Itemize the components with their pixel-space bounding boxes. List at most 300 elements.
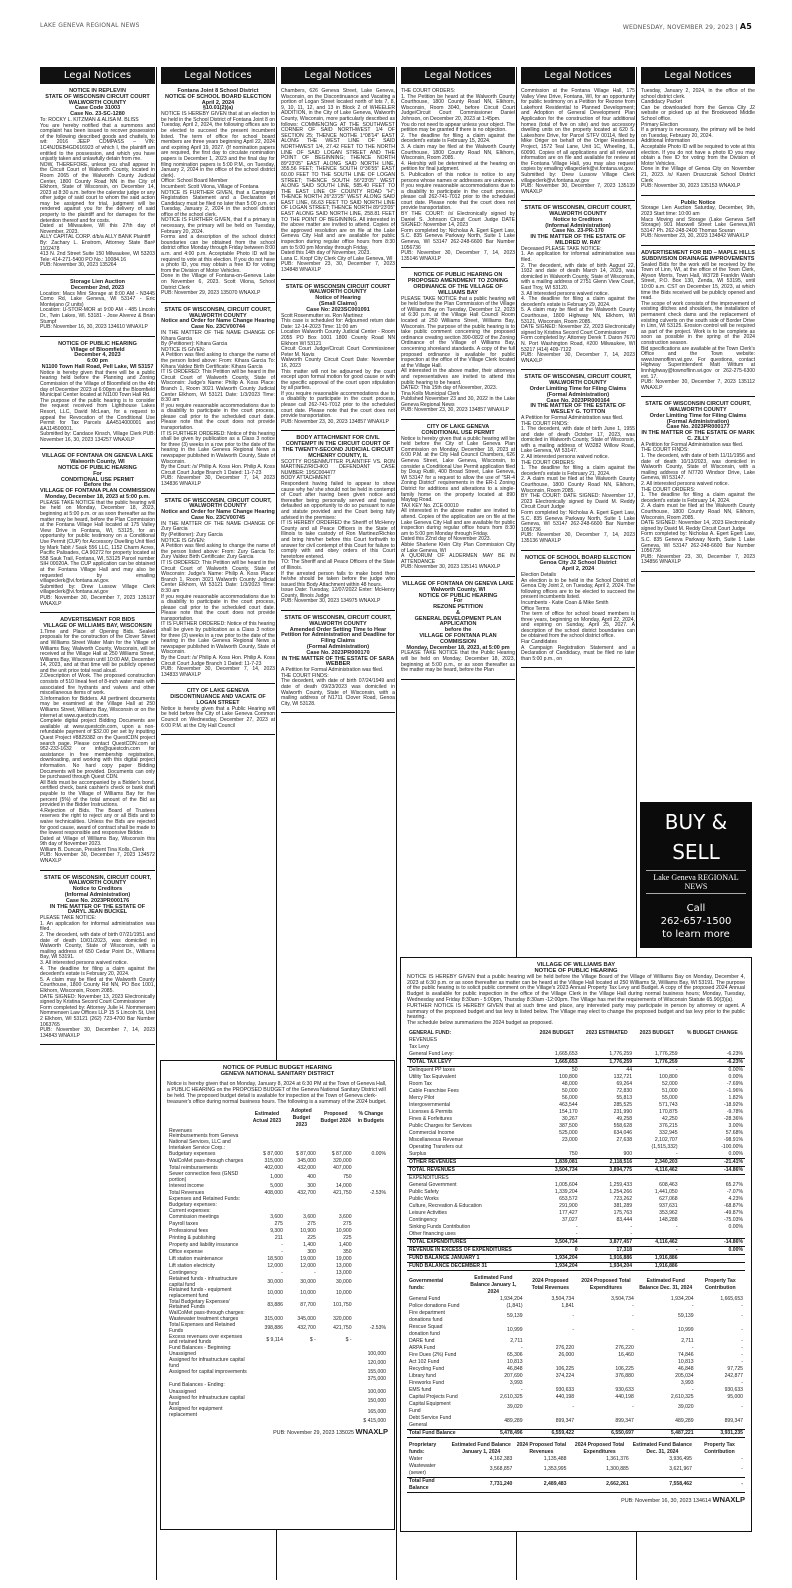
table-row: [407, 1151, 745, 1159]
table-cell-value: [318, 1376, 354, 1383]
notice-text: PUB: November 16, 30, 2023 134610 WNAXLP: [40, 324, 148, 331]
notice-text: Election Details: [521, 571, 557, 578]
notice-title: For: [453, 598, 463, 605]
notice-text: THE COURT ORDERS:: [401, 88, 456, 94]
table-cell-value: -: [691, 1344, 694, 1351]
table-row: [407, 1238, 745, 1246]
table-cell-value: -: [741, 1358, 743, 1365]
table-cell-value: [249, 1358, 285, 1369]
table-cell-value: 1,441,050: [654, 1188, 678, 1195]
legal-notice: [521, 375, 635, 550]
notice-text: 2. The deadline for filing a claim against the decedent's estate is February 15, 2024.: [401, 132, 515, 145]
notice-text: PUB: November 23, 30, December 7, 2023 134848 WNAXLP: [281, 261, 395, 273]
notice-text: THE COURT FINDS:: [641, 447, 689, 454]
table-cell-value: 930,633: [615, 1386, 634, 1393]
table-row: [407, 1196, 745, 1203]
table-row-label: Total Expenses and Retained Funds: [169, 1322, 236, 1334]
table-cell-value: 571,743: [659, 1101, 678, 1108]
notice-text: A QUORUM OF ALDERMEN MAY BE IN ATTENDANCE: [401, 553, 515, 565]
table-row: [407, 1074, 745, 1081]
notice-title: (Informal Administration): [545, 222, 611, 229]
table-cell-value: 44: [626, 1066, 633, 1073]
table-row-label: EXPENDITURES: [409, 1174, 449, 1181]
table-cell-value: 12,000: [267, 1263, 283, 1270]
notice-title: (Informal Administration): [64, 892, 131, 899]
notice-text: PUB: November 30, December 7, 14, 2023 135136 WNAXLP: [521, 532, 635, 544]
notice-title: Village of Bloomfield: [70, 346, 125, 353]
notice-title: Genoa City J2 School District: [539, 560, 617, 567]
notice-text: THE COURT FINDS:: [281, 672, 329, 679]
notice-title: (Formal Administration): [306, 644, 370, 651]
notice-text: An election is to be held in the School District of Genoa City Joint 2, on Tuesday, April 2, 2024. The following offices are to be elected to succeed the present incumbents listed.: [521, 577, 635, 601]
notice-title: CONDITIONAL USE PERMIT: [421, 429, 495, 436]
table-cell-value: 10,813: [678, 1358, 694, 1365]
table-row-label: Rescue Squad donation fund: [409, 1323, 443, 1337]
table-cell-value: -: [741, 1327, 743, 1334]
table-row: [407, 1130, 745, 1137]
notice-text: 2. A claim must be filed at the Walworth County Courthouse, 1800 County Road NN, Elkhorn, Wisconsin, Room 2085.: [641, 503, 755, 521]
table-cell-value: 1,361,376: [606, 1455, 629, 1462]
table-cell-value: 3,936,495: [669, 1455, 692, 1462]
notice-text: 1. The decedent, with date of birth June 1, 1955 and date of death October 17, 2023, was domiciled in Walworth County, State of Wisconsin, with a mailing address of W3282 Willow Road, Lake Geneva, WI 53147.: [521, 426, 635, 455]
table-row-label: Licenses & Permits: [409, 1108, 453, 1115]
table-cell-value: -28.36%: [724, 1115, 743, 1122]
table-row: [407, 1463, 745, 1478]
table-cell-value: 57.68%: [725, 1129, 743, 1136]
table-cell-value: [354, 1316, 388, 1323]
notice-text: Abbie Sharlene Klein City Plan Commission City of Lake Geneva, WI: [401, 541, 515, 554]
table-cell-value: 332,945: [659, 1129, 678, 1136]
table-cell-value: [534, 1044, 580, 1051]
table-cell-value: 56,000: [561, 1094, 578, 1101]
table-cell-value: 30,267: [561, 1115, 578, 1122]
table-cell-value: 2,118,516: [580, 1158, 635, 1166]
table-cell-value: 0.00%: [728, 1223, 743, 1230]
notice-text: Macs Moving and Storage (Lake Geneva Self Storage) 901 Maxwell Street Lake Geneva,WI 53147 Ph. 262-248-2400 Thomas Souran: [641, 216, 755, 234]
table-cell-value: [285, 1358, 318, 1369]
notice-text: The term of office for school board members is three years, beginning on Monday, April 22, 2024, and expiring on Sunday, April 25, 2027. A description of the school district boundaries can be obtained from the school district office.: [521, 611, 635, 640]
table-cell-value: 387,500: [559, 1122, 578, 1129]
table-cell-value: 69,264: [616, 1080, 633, 1087]
general-fund-table: [407, 1030, 745, 1271]
table-cell-value: -18.92%: [724, 1101, 743, 1108]
notice-text: Form completed by: Attorney Derek T. Daron 7670 N. Port Washington Road, #200 Milwaukee, WI 53217 (414) 409-7122: [521, 335, 635, 353]
table-cell-value: 10,900: [335, 1228, 352, 1235]
notice-paragraph: FURTHER NOTICE IS HEREBY GIVEN that at such time and place, any interested party may participate in person by attorney or agent. A summary of the proposed budget and tax levy is listed below. The Village may elect to change the proposed budget and tax levy prior to the public hearing.: [407, 1002, 745, 1021]
notice-title: Order Limiting Time for Filing Claims: [529, 385, 627, 392]
notice-text: 3.Information for Bidders. All pertinent documents may be examined at the Village Hall at 250 Williams Street, Williams Bay, Wisconsin or on the internet at www.questcdn.com.: [40, 695, 155, 719]
notice-text: PUB: November 30, December 7, 14, 2023 134836 WNAXLP: [161, 475, 275, 487]
ad-headline: BUY &: [664, 810, 728, 834]
table-cell-value: 723,262: [613, 1195, 633, 1202]
table-cell-value: [634, 1044, 680, 1051]
notice-text: PUB: November 23, 30, December 7, 2023 134856 WNAXLP: [641, 553, 755, 566]
table-row: [167, 1369, 388, 1376]
notice-text: This case is scheduled for: Adjourned return date Date: 12-14-2023 Time: 11:00 am: [281, 318, 395, 330]
legal-notice: [641, 89, 755, 196]
notice-text: PLEASE TAKE NOTICE that the public hearing will be held on Monday, December 18, 2023, beginning at 5:00 p.m. or as soon thereafter as the matter may be heard, before the Plan Commission at the Fontana Village Hall located at 175 Valley View Drive in Fontana, WI, 53125, for an opportunity for public testimony on a Conditional Use Permit (CUP) for Accessory Dwelling Unit filed by Mark Tabit / Sauk 556 LLC, 1152 Charm Acres, Pacific Palisades, CA 90272 for property located at 558 Sauk Trail, Fontana, WI, 53125 Parcel number SIH 00020A. The CUP application can be obtained at the Fontana Village Hall and may also be requested by emailing villageclerk@vi.fontana.wi.gov.: [40, 499, 155, 585]
table-cell-value: 72,830: [616, 1087, 633, 1094]
table-cell-value: 275: [343, 1221, 352, 1228]
notice-text: THE COURT FINDS:: [521, 420, 569, 427]
table-row: [167, 1263, 388, 1270]
pub-text: PUB: November 29, 2023 135025: [273, 1430, 354, 1437]
legal-notice: [641, 201, 755, 246]
table-cell-value: [580, 1144, 635, 1151]
notice-title: STATE OF WISCONSIN, CIRCUIT COURT, WALWORTH COUNTY: [164, 306, 272, 319]
table-row: [167, 1172, 388, 1183]
notice-text: Location Walworth County Judicial Center - Room 2055 PO Box 1001 1800 County Road NN Elkhorn WI 53121: [281, 329, 395, 347]
table-cell-value: [285, 1376, 318, 1383]
table-cell-value: 463,544: [559, 1101, 578, 1108]
table-row-label: General Fund: [409, 1295, 441, 1302]
notice-text: Candidacy Packet: [641, 99, 683, 106]
table-row: [407, 1174, 745, 1182]
table-cell-value: 0.00%: [728, 1073, 743, 1080]
notice-text: 2. A claim must be filed at the Walworth County Courthouse, 1800 County Road NN, Elkhorn, Wisconsin, Room 2085.: [521, 476, 635, 494]
table-cell-value: 276,220: [555, 1344, 575, 1351]
table-row-label: TOTAL REVENUES: [407, 1166, 534, 1174]
notice-title: Case No. 2023PR000170: [306, 649, 370, 656]
table-row: [407, 1254, 745, 1262]
notice-text: TO: The Sheriff and all Peace Officers of the State of Illinois.: [281, 559, 395, 571]
notice-title: VILLAGE OF FONTANA ON GENEVA LAKE: [41, 453, 154, 460]
table-cell-value: [534, 1144, 580, 1151]
notice-title: ADVERTISEMENT FOR BIDS: [60, 617, 135, 624]
table-cell-value: 3,568,857: [489, 1466, 513, 1473]
notice-text: Location: U-STOR-MOR at 9:00 AM - 485 Lincoln Dr., Twin Lakes, WI. 53181 - Jose Alverez & Brian Stumpf: [40, 307, 155, 325]
notice-text: Form completed by: Nicholas A. Egert Egert Law, S.C. 835 Geneva Parkway North, Suite 1 Lake Geneva, WI 53147 262-248-6600 Bar Number 1056736: [401, 227, 515, 251]
table-cell-value: 1,916,886: [580, 1254, 635, 1262]
table-cell-value: 17,318: [580, 1246, 635, 1254]
table-cell-value: [354, 1172, 388, 1183]
table-cell-value: 3,504,734: [611, 1295, 634, 1302]
notice-text: Bid specifications are available at the Town Clerk's Office and the Town website: www.townoflinn.wi.gov. For questions, contact Highway Superintendent Matt Wittum at linnhighway@townoflinn.wi.gov or 262-275-6300 ext. 17.: [641, 345, 755, 380]
table-cell-value: 5,478,496: [462, 1429, 525, 1437]
table-cell-value: 1,776,259: [580, 1058, 635, 1066]
table-cell-value: 231,990: [613, 1108, 633, 1115]
table-cell-value: -6.23%: [680, 1058, 745, 1066]
notice-title: VILLAGE OF WILLIAMS BAY, WISCONSIN: [43, 622, 152, 629]
table-row-label: Total Fund Balance: [407, 1429, 462, 1437]
buy-sell-ad[interactable]: [640, 802, 752, 948]
table-cell-value: (1,515,332): [651, 1143, 678, 1150]
table-row-label: OTHER REVENUES: [407, 1158, 534, 1166]
notice-text: Office: School Board Member: [161, 178, 228, 185]
notice-text: BY THE COURT: DATE SIGNED: November 17, 2023 Electronically signed by David M. Reddy Circuit Court Judge: [521, 493, 635, 511]
column-header: Estimated Fund Balance January 1, 2024: [451, 1441, 511, 1455]
notice-text: If a primary is necessary, the primary will be held on Tuesday, February 20, 2024.: [641, 127, 755, 139]
notice-text: ALLY CAPITAL CORP. d/b/a ALLY BANK Plaintiff: [40, 234, 151, 241]
table-cell-value: [249, 1418, 285, 1425]
notice-text: Notice is hereby given that there will be a public hearing held before the Planning and Zoning Commission of the Village of Bloomfield on the 4th day of December 2023 at 6:00pm at the Bloomfield Municipal Center located at N1100 Town Hall Rd.: [40, 369, 155, 399]
table-cell-value: 95,000: [727, 1393, 743, 1400]
notice-text: PUB: November 30, December 7, 2023 135112 WNAXLP: [641, 379, 755, 391]
table-cell-value: 0: [534, 1246, 580, 1254]
table-cell-value: 2,662,261: [568, 1477, 630, 1492]
notice-title: STATE OF WISCONSIN CIRCUIT COURT, WALWORTH COUNTY: [645, 401, 751, 414]
table-cell-value: [354, 1242, 388, 1249]
table-cell-value: -: [694, 1477, 745, 1492]
notice-text: Notice is hereby given that a public hearing will be held before the City of Lake Geneva Plan Commission on Monday, December 18, 2023 at 6:00 P.M. at the City Hall Council Chambers, 626 Geneva Street, Lake Geneva, Wisconsin, to consider a Conditional Use Permit application filed by Doug Rutili, 400 Broad Street, Lake Geneva, WI 53147 for a request to allow the use of "SR-4 Zoning District" requirements in the ER-1 Zoning District for additions and alterations to a single-family home on the property located at 890 Maytag Road.: [401, 435, 515, 504]
table-row-label: FUND BALANCE DECEMBER 31: [407, 1262, 534, 1270]
table-cell-value: -9.78%: [726, 1108, 743, 1115]
table-cell-value: 3,504,734: [534, 1166, 580, 1174]
table-cell-value: 930,633: [724, 1386, 743, 1393]
notice-title: Case No. 2023PR000177: [666, 424, 730, 431]
notice-text: Done in the Village of Fontana-on-Geneva Lake on November 6, 2023. Scott Vilona, School District Clerk: [161, 273, 275, 291]
notice-title: IN THE MATTER OF THE ESTATE OF MILDRED W. RAY: [530, 234, 626, 247]
notice-text: PLEASE TAKE NOTICE that the Public Hearing will be held on Monday, December 18, 2023, beginning at 5:00 p.m., or as soon thereafter as the matter may be heard, before the Plan: [401, 650, 515, 674]
notice-text: Form completed by: Nicholas A. Egert Egert Law, S.C. 835 Geneva Parkway North, Suite 1 Lake Geneva, WI 53147 262-248-6600 Bar Number 1056736: [521, 510, 635, 533]
table-header-row: [407, 1442, 745, 1456]
notice-text: 4. Heirship will be determined at the hearing on petition for final judgment.: [401, 160, 515, 173]
table-cell-value: 1,300,885: [606, 1466, 629, 1473]
notice-text: Incumbents - Katie Coan & Mike Smith: [521, 599, 609, 606]
column-header: Estimated Fund Balance Dec. 31, 2024: [632, 1441, 692, 1455]
table-cell-value: 170,875: [659, 1108, 678, 1115]
table-cell-value: 3,993: [509, 1379, 523, 1386]
table-cell-value: 37,027: [561, 1216, 578, 1223]
proprietary-funds-table: [407, 1442, 745, 1493]
table-cell-value: 1.82%: [728, 1094, 743, 1101]
notice-text: This matter will not be adjourned by the court except upon formal motion for good cause or with the specific approval of the court upon stipulation by all parties.: [281, 368, 395, 392]
table-cell-value: 100,800: [559, 1073, 578, 1080]
table-cell-value: 51,000: [661, 1087, 678, 1094]
notice-text: A Petition for Formal Administration was filed.: [641, 441, 744, 448]
table-row-label: Contingency: [409, 1216, 438, 1223]
table-cell-value: [318, 1134, 354, 1151]
table-cell-value: -: [632, 1313, 634, 1320]
notice-title: STATE OF WISCONSIN CIRCUIT COURT WALWORTH COUNTY: [285, 283, 391, 296]
table-cell-value: 10,813: [507, 1358, 523, 1365]
table-row: [407, 1401, 745, 1415]
notice-title: Order Limiting Time for Filing Claims: [649, 412, 747, 419]
table-row: [407, 1352, 745, 1359]
notice-text: Tina Kolls Municipal Clerk: [401, 390, 460, 397]
notice-text: By the Court: /s/ Philip A. Koss Hon. Philip A. Koss Circuit Court Judge Branch 1 Dated: 11-7-23: [161, 655, 275, 667]
section-banner: Legal Notices: [40, 67, 155, 84]
table-cell-value: 1,934,204: [499, 1295, 523, 1302]
table-cell-value: 10,000: [300, 1290, 316, 1297]
table-cell-value: 1,339,204: [554, 1188, 578, 1195]
notice-title: Case No. 23CV00745: [190, 514, 246, 521]
table-cell-value: 930,633: [555, 1386, 575, 1393]
table-cell-value: $ 87,000: [331, 1151, 352, 1158]
budget-table: [167, 1108, 388, 1426]
table-cell-value: 634,046: [613, 1129, 633, 1136]
table-cell-value: 13,000: [335, 1263, 352, 1270]
table-row: [407, 1058, 745, 1066]
column-header: 2024 Proposed Total Expenditures: [581, 1278, 631, 1292]
table-cell-value: 608,463: [659, 1181, 678, 1188]
table-cell-value: 1,665,653: [720, 1295, 743, 1302]
table-cell-value: 205,034: [675, 1372, 694, 1379]
notice-text: Storage Lien Auction Saturday, December, 9th, 2023 Start time: 10:00 am: [641, 205, 755, 218]
table-cell-value: 627,068: [659, 1195, 678, 1202]
table-cell-value: -: [634, 1246, 680, 1254]
column-header: Proposed Budget 2024: [320, 1111, 351, 1125]
table-cell-value: 1,400: [303, 1242, 316, 1249]
table-row: [407, 1429, 745, 1437]
table-cell-value: 101,750: [333, 1301, 352, 1308]
table-row: [407, 1262, 745, 1270]
notice-title: December 4, 2023: [74, 352, 121, 359]
table-cell-value: 1,934,204: [580, 1262, 635, 1270]
page-number: A5: [739, 22, 752, 31]
notice-text: Can be downloaded from the Genoa City J2 website or picked up at the Brookwood Middle School office.: [641, 104, 755, 122]
table-cell-value: -: [741, 1455, 743, 1462]
notice-title: April 2, 2024: [201, 99, 235, 106]
table-cell-value: -: [630, 1223, 633, 1230]
table-cell-value: [680, 1174, 745, 1182]
notice-title: December 2nd, 2023: [70, 284, 125, 291]
table-cell-value: 1,665,653: [554, 1050, 578, 1057]
notice-text: Published November 23 and 30, 2022 in the Lake Geneva Regional News: [401, 396, 515, 408]
table-row: [407, 1324, 745, 1338]
table-cell-value: -: [572, 1327, 575, 1334]
notice-text: 2. All interested persons waived notice.: [641, 481, 730, 488]
legal-notice: [401, 273, 515, 420]
table-row-label: Budgetary expenses:: [169, 1201, 217, 1208]
notice-title: STATE OF WISCONSIN, CIRCUIT COURT, WALWORTH COUNTY: [43, 874, 152, 887]
table-row-label: Wastewater (sewer): [409, 1462, 436, 1476]
notice-text: Deceased PLEASE TAKE NOTICE:: [521, 245, 602, 252]
table-cell-value: 937,631: [659, 1202, 678, 1209]
notice-title: Walworth County, WI: [70, 459, 125, 466]
table-row: [167, 1214, 388, 1221]
table-cell-value: 3,600: [338, 1214, 352, 1221]
column-header: % BUDGET CHANGE: [686, 1029, 738, 1036]
notice-text: You are hereby notified that a summons and complaint has been issued to recover possession of the following described goods and chattels, to wit: 2016 JEEP COMPASS – VIN: 1C4NJDEB4GD616923 of which I, the plaintiff am entitled to the possession, and which you have unjustly taken and unlawfully detain from me.: [40, 122, 155, 163]
table-cell-value: [285, 1351, 318, 1358]
notice-text: 4. The deadline for filing a claim against the decedent's estate is February 29, 2024.: [521, 296, 635, 308]
table-cell-value: 175,763: [613, 1209, 633, 1216]
notice-title: For: [93, 470, 102, 477]
table-cell-value: [534, 1037, 580, 1044]
notice-text: BODY ATTACHMENT: [281, 475, 331, 482]
table-cell-value: 59,139: [507, 1313, 523, 1320]
table-cell-value: 106,225: [615, 1365, 634, 1372]
table-cell-value: 3.00%: [728, 1122, 743, 1129]
notice-title: Before the: [83, 482, 112, 489]
notice-title: Monday, December 18, 2023, at 5:00 pm: [406, 644, 510, 651]
notice-text: Office Terms: [521, 605, 550, 612]
notice-text: NOTICE IS GIVEN:: [161, 537, 206, 544]
table-cell-value: 207,690: [504, 1372, 523, 1379]
table-cell-value: 10,000: [267, 1290, 283, 1297]
table-cell-value: 0.00%: [728, 1066, 743, 1073]
table-row-label: Commission meetings: [169, 1213, 220, 1220]
table-cell-value: 55,000: [661, 1094, 678, 1101]
table-cell-value: 0.00%: [680, 1246, 745, 1254]
table-cell-value: 350: [343, 1249, 352, 1256]
notice-text: NOTICE IS FURTHER GIVEN, that a Campaign Registration Statement and a Declaration of Candidacy must be filed no later than 5:00 p.m. on Tuesday, January 2, 2024 in the school district office of the school clerk.: [161, 189, 275, 218]
table-row-label: WalCoMet pass-through charges: [169, 1157, 244, 1164]
table-row: [167, 1323, 388, 1334]
notice-title: (Formal Administration): [546, 391, 610, 398]
table-row-label: Public Safety: [409, 1188, 439, 1195]
notice-text: PUB: November 30, 2023 135153 WNAXLP: [641, 183, 741, 190]
notice-text: 413 N. 2nd Street Suite 150 Milwaukee, WI 53203 Tele: 414-271-5400 PO No.: 10084.16: [40, 251, 155, 263]
notice-title: IN THE MATTER OF THE ESTATE OF WESLEY G. TOTTON: [530, 403, 626, 416]
table-row-label: Tax Levy: [409, 1043, 430, 1050]
table-row: [407, 1203, 745, 1210]
table-header-row: [167, 1108, 388, 1129]
notice-text: Fiar Candidates: [521, 639, 557, 646]
table-cell-value: -: [575, 1223, 578, 1230]
table-cell-value: [249, 1396, 285, 1407]
column-header: Property Tax Contribution: [704, 1278, 736, 1292]
table-row: [407, 1102, 745, 1109]
table-cell-value: 315,000: [264, 1158, 283, 1165]
notice-title: &: [456, 609, 460, 616]
table-row-label: Intergovernmental: [409, 1101, 451, 1108]
table-cell-value: 653,572: [559, 1195, 578, 1202]
notice-title: STATE OF WISCONSIN, CIRCUIT COURT, WALWORTH COUNTY: [524, 374, 632, 387]
table-cell-value: -: [632, 1302, 634, 1309]
table-row: [407, 1158, 745, 1166]
table-row-label: Total Fund Balance: [407, 1477, 448, 1492]
notice-text: 1. The deadline for filing a claim against the decedent's estate is February 14, 2024.: [641, 492, 755, 504]
notice-text: You do not need to appear unless your object. The petition may be granted if there is no objection.: [401, 121, 515, 134]
notice-title: Notice to Creditors: [553, 216, 603, 223]
table-cell-value: 0.00%: [371, 1151, 386, 1158]
table-cell-value: [354, 1158, 388, 1165]
notice-paragraph: NOTICE IS HEREBY GIVEN that a public hearing will be held before the Village Board of the Village of Williams Bay on Monday, December 4, 2023 at 6:30 p.m. or as soon thereafter as matter can be heard at the Village Hall located at 250 Williams St, Williams Bay, WI 53191. The purpose of the public hearing is to solicit public comment on the Village's 2023 Annual Property Tax Levy and Budget. A copy of the proposed 2024 Annual Budget is available for public inspection in the office of the Village Clerk in the Village Hall during normal business hours; Monday, Tuesday, Wednesday and Friday 8:30am - 5:00pm, Thursday 8:30am -12:00pm. The Village has met the requirements of Wisconsin Statute 65.90(3)(a).: [407, 973, 745, 1003]
notice-text: 2. The decedent, with date of birth 07/21/1951 and date of death 10/01/2023, was domiciled in Walworth County, State of Wisconsin, with a mailing address of 650 Cedar Point Dr., Williams Bay, WI 53191.: [40, 932, 155, 961]
table-cell-value: 7,558,462: [631, 1477, 694, 1492]
table-cell-value: 6,550,697: [576, 1429, 636, 1437]
table-row-label: Surplus: [409, 1150, 427, 1157]
table-cell-value: -49.87%: [724, 1209, 743, 1216]
table-cell-value: 750: [343, 1174, 352, 1181]
table-cell-value: 1,839,081: [534, 1158, 580, 1166]
table-row-label: EMS fund: [409, 1386, 432, 1393]
table-row-label: [167, 1418, 249, 1425]
table-cell-value: -: [741, 1344, 743, 1351]
table-row-label: TOTAL EXPENDITURES: [407, 1238, 534, 1246]
table-cell-value: 3,931,235: [696, 1429, 745, 1437]
table-cell-value: 65.27%: [725, 1181, 743, 1188]
table-row-label: Capital Projects Fund: [409, 1393, 458, 1400]
notice-title: CONDITIONAL USE PERMIT: [60, 476, 135, 483]
legal-notice: [40, 876, 155, 1046]
table-cell-value: [634, 1037, 680, 1044]
notice-title: NOTICE OF PUBLIC HEARING: [58, 340, 137, 347]
table-cell-value: 4.23%: [728, 1195, 743, 1202]
table-cell-value: 23,000: [561, 1136, 578, 1143]
column-header: % Change in Budgets: [357, 1111, 384, 1125]
notice-text: 4.Rejection of Bids. The Board of Trustees reserves the right to reject any or all Bids and to waive technicalities. Unless the Bids are rejected for good cause, award of contract shall be made to the lowest responsible and responsive Bidder.: [40, 807, 155, 837]
table-cell-value: 10,900: [300, 1228, 316, 1235]
table-cell-value: 100,800: [659, 1073, 678, 1080]
notice-title: GENERAL DEVELOPMENT PLAN APPLICATION: [414, 615, 502, 628]
notice-title: IN THE MATTER OF THE ESTATE OF DARYL JEAN BUCKEL: [49, 903, 146, 916]
table-cell-value: -: [675, 1066, 678, 1073]
notice-text: Done in the Village of Genoa City on November 21, 2023. /s/ Karen Druszczak School District Clerk: [641, 166, 755, 184]
table-cell-value: [285, 1389, 318, 1396]
notice-title: Case No: 2023SC001091: [306, 306, 370, 313]
notice-text: PUB: November 30, 2023 135264: [40, 262, 117, 269]
notice-text: Tuesday, January 2, 2024, in the office of the school district clerk.: [641, 88, 755, 100]
notice-title: (Small Claims): [319, 300, 357, 307]
table-cell-value: -: [741, 1351, 743, 1358]
table-cell-value: 7,731,240: [448, 1477, 514, 1492]
table-cell-value: -: [281, 1249, 283, 1256]
notice-title: Case No. 23-PR-170: [552, 228, 604, 235]
table-cell-value: $ -: [309, 1336, 316, 1343]
